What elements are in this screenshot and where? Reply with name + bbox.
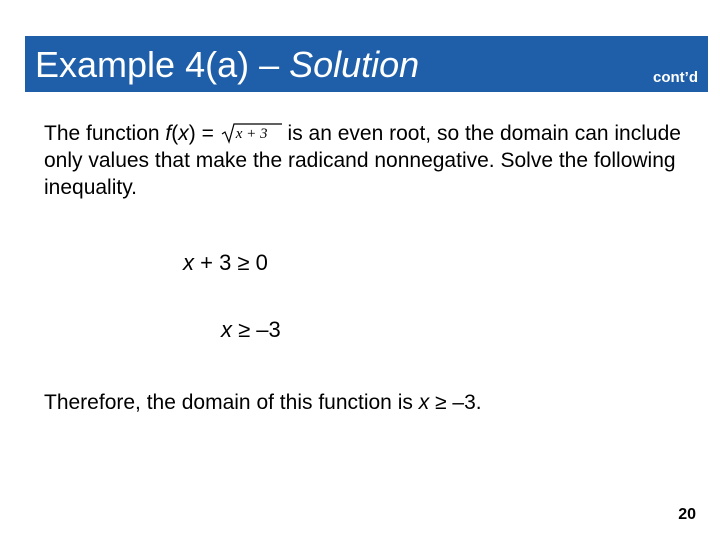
radicand — [236, 121, 268, 148]
slide-title — [35, 45, 419, 85]
slide-number: 20 — [678, 506, 696, 523]
ineq2-rest: ≥ –3 — [232, 317, 281, 342]
paragraph-conclusion — [44, 389, 684, 416]
function-var: x — [178, 122, 189, 145]
title-main: Example 4(a) – — [35, 44, 290, 85]
title-bar — [25, 36, 708, 92]
paren-close: ) = — [188, 122, 214, 145]
title-italic: Solution — [289, 44, 420, 85]
ineq2-var: x — [221, 317, 232, 342]
p1-rest: is an even root, so the domain can include only values that make the radicand nonnegative. Solve the following inequality. — [44, 122, 681, 199]
p3-text: Therefore, the domain of this function is — [44, 391, 419, 414]
ineq1-var: x — [183, 250, 194, 275]
paren-open: ( — [171, 122, 179, 145]
radicand-text: x + 3 — [235, 126, 268, 142]
function-name: f — [165, 122, 172, 145]
p3-var: x — [418, 391, 430, 414]
inequality-2 — [221, 317, 281, 343]
continued-label: cont’d — [653, 69, 698, 86]
ineq1-rest: + 3 ≥ 0 — [194, 250, 268, 275]
p3-rest: ≥ –3. — [429, 391, 482, 414]
paragraph-intro — [44, 120, 684, 201]
p1-prefix: The function — [44, 122, 166, 145]
square-root-expression — [220, 121, 282, 145]
inequality-1 — [183, 250, 268, 276]
